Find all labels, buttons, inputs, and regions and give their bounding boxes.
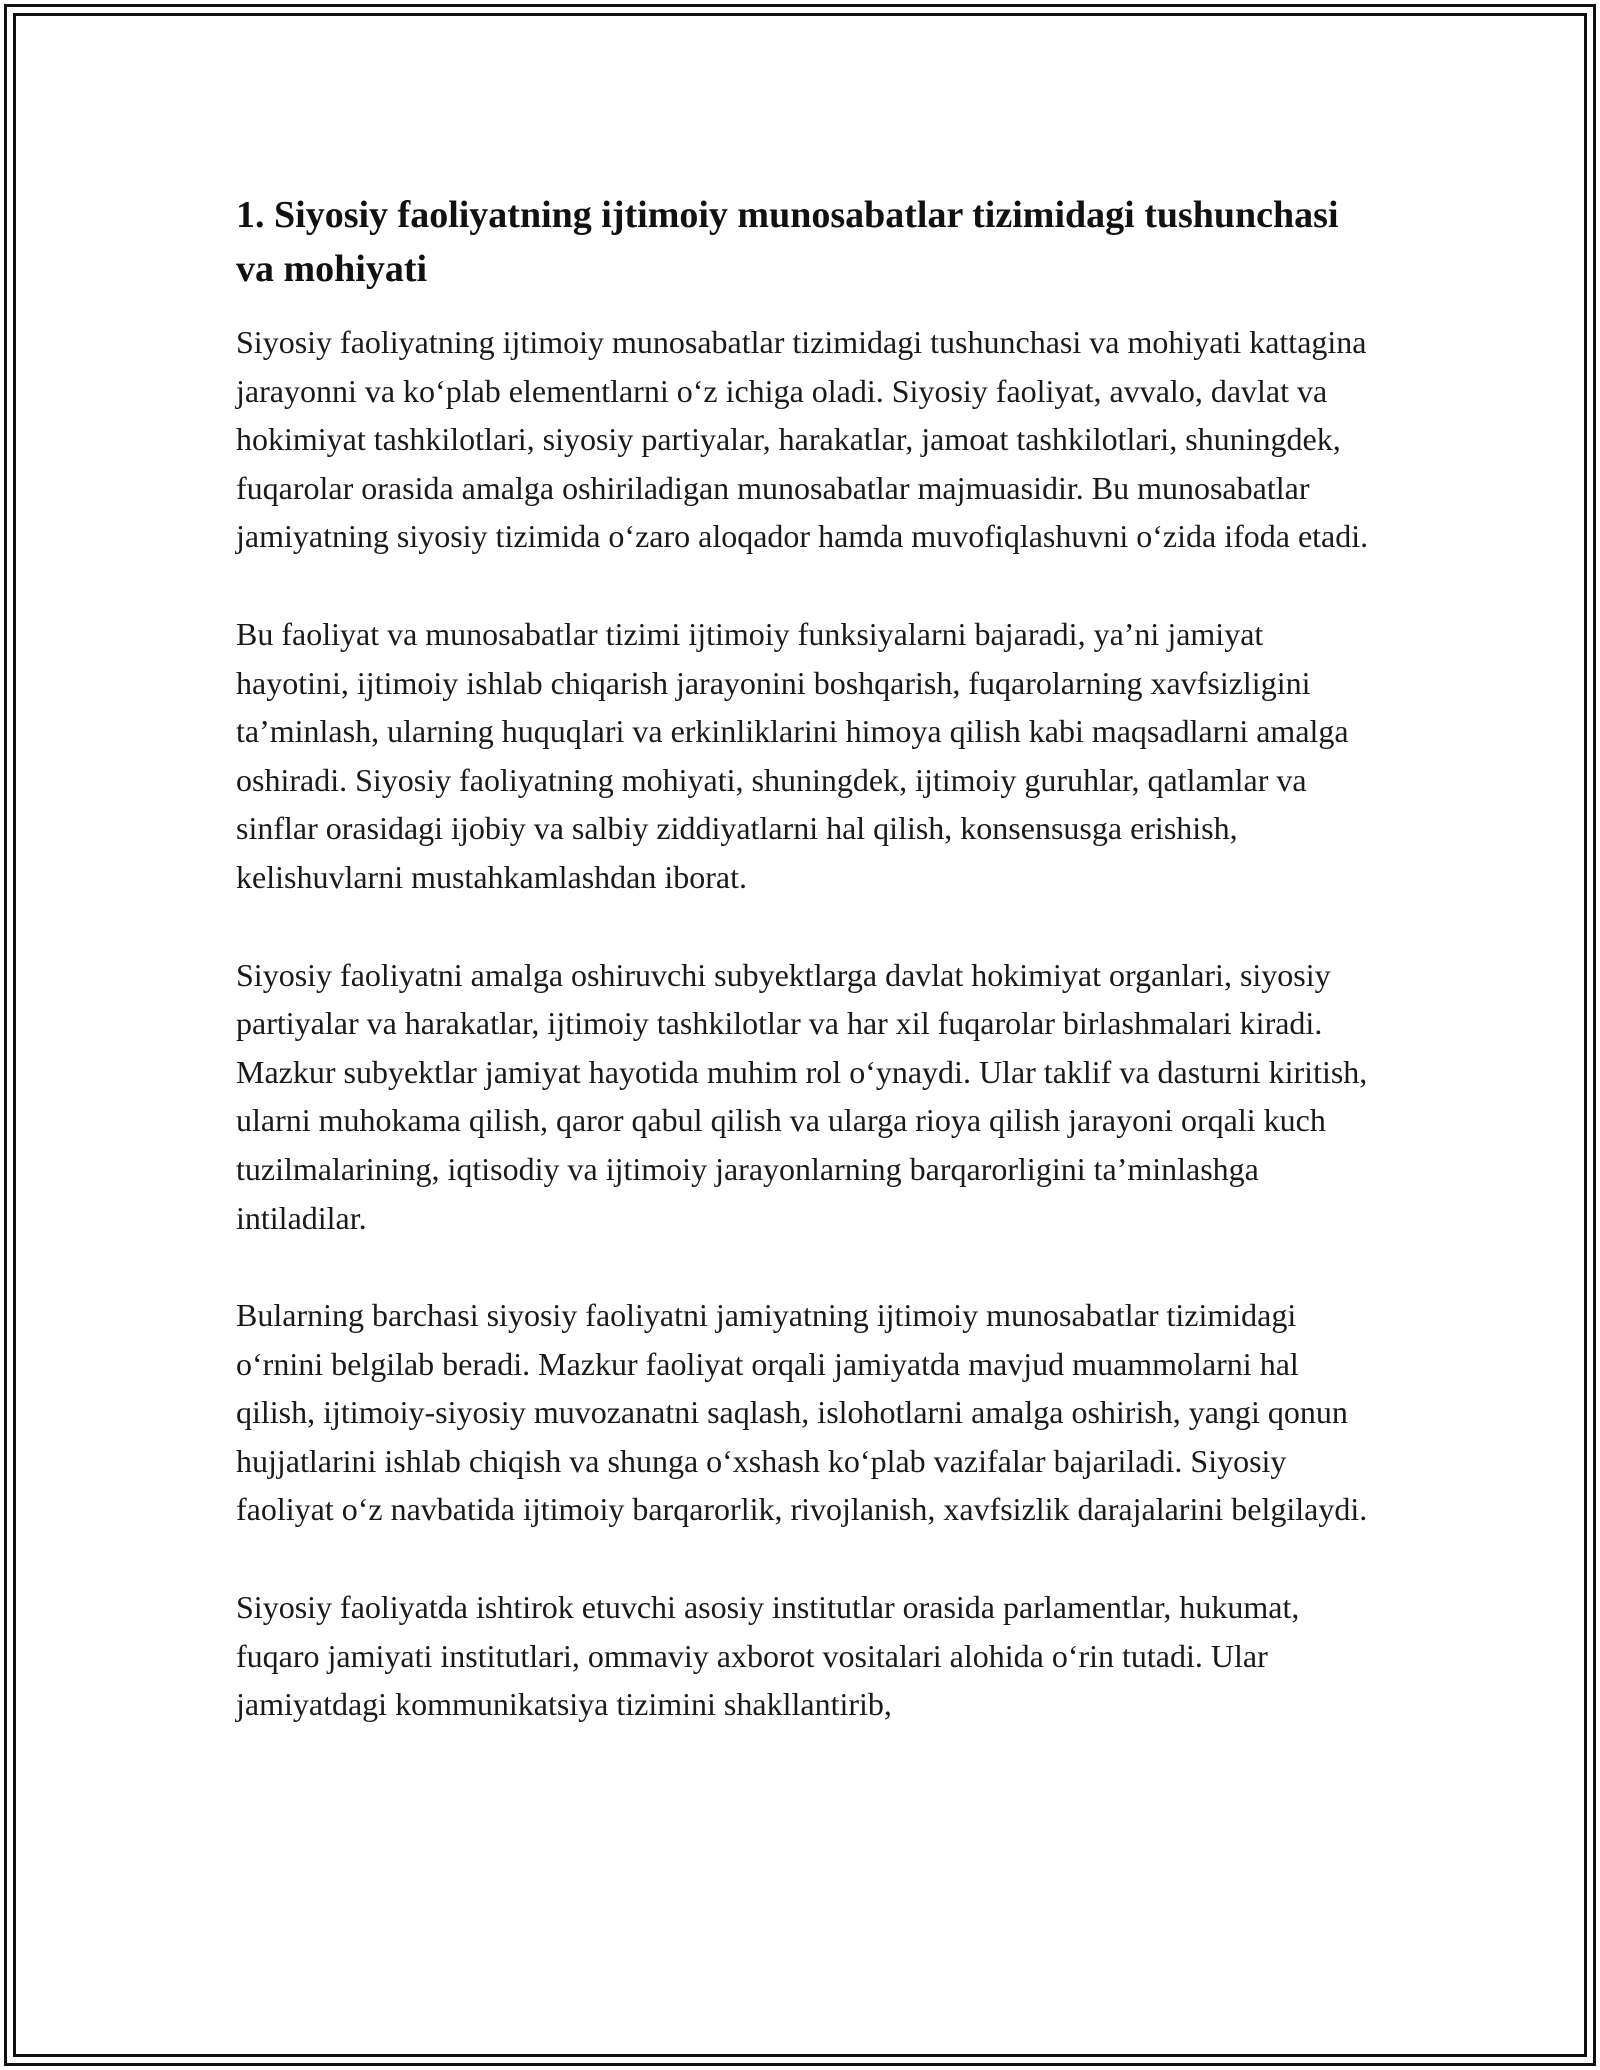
paragraph-1: Siyosiy faoliyatning ijtimoiy munosabatlar tizimidagi tushunchasi va mohiyati kattagina jarayonni va ko‘plab elementlarni o‘z ichiga oladi. Siyosiy faoliyat, avvalo, davlat va hokimiyat tashkilotlari, siyosiy partiyalar, harakatlar, jamoat tashkilotlari, shuningdek, fuqarolar orasida amalga oshiriladigan munosabatlar majmuasidir. Bu munosabatlar jamiyatning siyosiy tizimida o‘zaro aloqador hamda muvofiqlashuvni o‘zida ifoda etadi.	[236, 324, 1369, 555]
paragraph-4: Bularning barchasi siyosiy faoliyatni jamiyatning ijtimoiy munosabatlar tizimidagi o‘rnini belgilab beradi. Mazkur faoliyat orqali jamiyatda mavjud muammolarni hal qilish, ijtimoiy-siyosiy muvozanatni saqlash, islohotlarni amalga oshirish, yangi qonun hujjatlarini ishlab chiqish va shunga o‘xshash ko‘plab vazifalar bajariladi. Siyosiy faoliyat o‘z navbatida ijtimoiy barqarorlik, rivojlanish, xavfsizlik darajalarini belgilaydi.	[236, 1297, 1368, 1528]
document-body	[236, 188, 1376, 1778]
paragraph-5: Siyosiy faoliyatda ishtirok etuvchi asosiy institutlar orasida parlamentlar, hukumat, fuqaro jamiyati institutlari, ommaviy axborot vositalari alohida o‘rin tutadi. Ular jamiyatdagi kommunikatsiya tizimini shakllantirib,	[236, 1589, 1300, 1723]
paragraph-3: Siyosiy faoliyatni amalga oshiruvchi subyektlarga davlat hokimiyat organlari, siyosiy partiyalar va harakatlar, ijtimoiy tashkilotlar va har xil fuqarolar birlashmalari kiradi. Mazkur subyektlar jamiyat hayotida muhim rol o‘ynaydi. Ular taklif va dasturni kiritish, ularni muhokama qilish, qaror qabul qilish va ularga rioya qilish jarayoni orqali kuch tuzilmalarining, iqtisodiy va ijtimoiy jarayonlarning barqarorligini ta’minlashga intiladilar.	[236, 956, 1368, 1236]
paragraph-2: Bu faoliyat va munosabatlar tizimi ijtimoiy funksiyalarni bajaradi, ya’ni jamiyat hayotini, ijtimoiy ishlab chiqarish jarayonini boshqarish, fuqarolarning xavfsizligini ta’minlash, ularning huquqlari va erkinliklarini himoya qilish kabi maqsadlarni amalga oshiradi. Siyosiy faoliyatning mohiyati, shuningdek, ijtimoiy guruhlar, qatlamlar va sinflar orasidagi ijobiy va salbiy ziddiyatlarni hal qilish, konsensusga erishish, kelishuvlarni mustahkamlashdan iborat.	[236, 615, 1349, 895]
section-heading: 1. Siyosiy faoliyatning ijtimoiy munosabatlar tizimidagi tushunchasi va mohiyati	[236, 194, 1339, 290]
